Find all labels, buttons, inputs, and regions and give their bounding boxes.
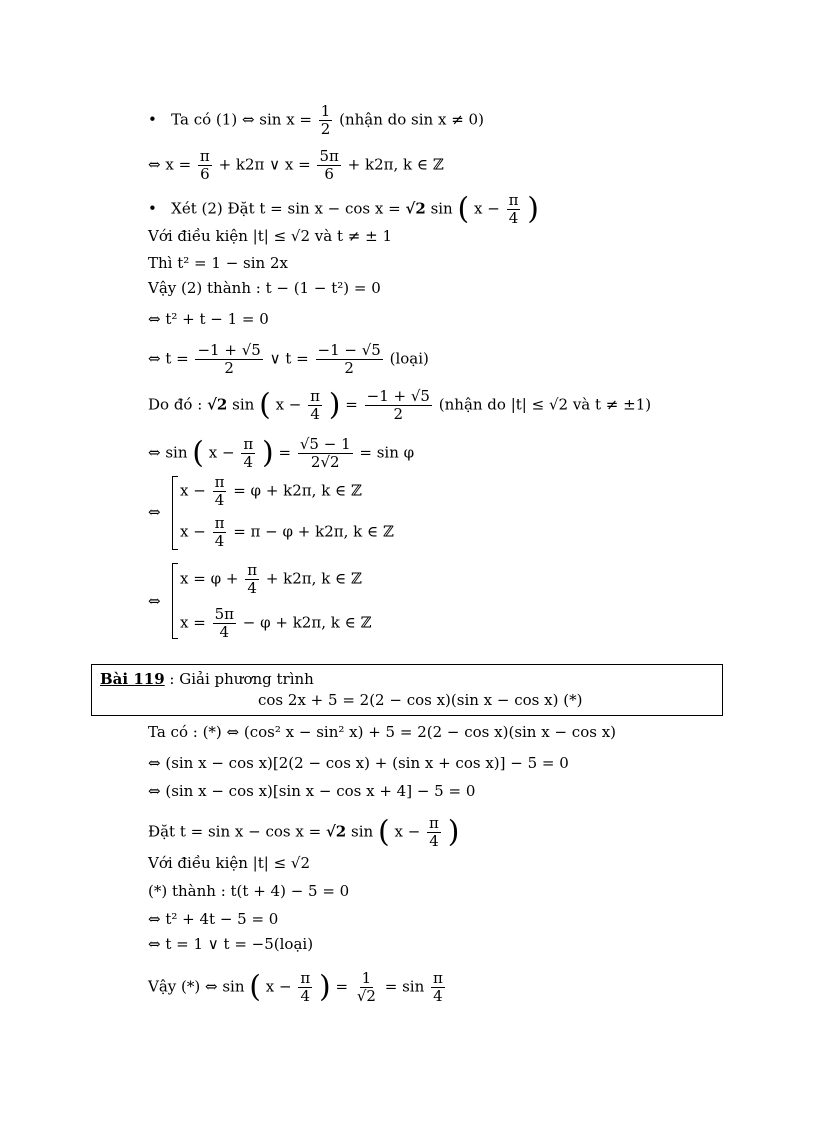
system-row xyxy=(180,606,371,641)
fraction xyxy=(198,148,212,183)
text: = sin φ xyxy=(359,443,415,462)
numerator: π xyxy=(310,387,321,405)
line-do-do: Do đó : √2 sin ( x − $\frac{\pi}{4}$ ) = $\frac{-1 + √5}{2}$ (nhận do |t| ≤ √2 và t ≠ ±1) xyxy=(148,387,652,423)
denominator: 2 xyxy=(344,359,354,377)
text: x − xyxy=(180,481,206,500)
text: x = φ + xyxy=(180,569,239,588)
system-row xyxy=(180,562,362,597)
numerator: 5π xyxy=(319,147,339,165)
line-factor-2: ⇔ (sin x − cos x)[sin x − cos x + 4] − 5 = 0 xyxy=(148,782,476,800)
line-dat-t: Đặt t = sin x − cos x = √2 sin ( x − $\frac{\pi}{4}$ ) xyxy=(148,814,460,850)
text: x − xyxy=(394,822,421,841)
text: ∨ t = xyxy=(269,349,309,368)
numerator: π xyxy=(247,561,258,579)
text: x = xyxy=(180,613,206,632)
line-thanh: (*) thành : t(t + 4) − 5 = 0 xyxy=(148,882,350,900)
text: x − xyxy=(208,443,235,462)
system-row xyxy=(180,474,362,509)
line-factor: ⇔ (sin x − cos x)[2(2 − cos x) + (sin x + cos x)] − 5 = 0 xyxy=(148,754,569,772)
text: − φ + k2π, k ∈ ℤ xyxy=(242,613,372,632)
line-vay: Vậy (*) ⇔ sin ( x − $\frac{\pi}{4}$ ) = $\frac{1}{√2}$ = sin $\frac{\pi}{4}$ xyxy=(148,969,443,1005)
text: ⇔ t = xyxy=(148,349,189,368)
numerator: π xyxy=(508,191,519,209)
fraction xyxy=(213,515,227,550)
numerator: π xyxy=(300,969,311,987)
numerator: π xyxy=(214,514,225,532)
fraction xyxy=(319,103,333,138)
fraction xyxy=(427,815,441,850)
text: sin xyxy=(351,822,374,841)
numerator: π xyxy=(214,473,225,491)
fraction xyxy=(213,474,227,509)
system-row xyxy=(180,515,394,550)
line-solution-x xyxy=(148,148,444,183)
text: = φ + k2π, k ∈ ℤ xyxy=(233,481,362,500)
line-ta-co: Ta có : (*) ⇔ (cos² x − sin² x) + 5 = 2(2 − cos x)(sin x − cos x) xyxy=(148,723,617,741)
denominator: 4 xyxy=(300,987,311,1005)
numerator: −1 + √5 xyxy=(197,341,261,359)
text: x − xyxy=(474,199,500,218)
denominator: 2 xyxy=(393,405,404,423)
fraction xyxy=(241,436,255,471)
fraction xyxy=(245,562,259,597)
denominator: 2 xyxy=(320,120,331,138)
denominator: √2 xyxy=(356,987,376,1005)
numerator: 5π xyxy=(214,605,234,623)
text: sin xyxy=(430,199,453,218)
numerator: π xyxy=(433,969,443,987)
line-thi: Thì t² = 1 − sin 2x xyxy=(148,254,288,272)
text: sin xyxy=(232,395,255,414)
line-ta-co-1 xyxy=(148,103,484,138)
denominator: 4 xyxy=(219,623,230,641)
numerator: π xyxy=(243,435,254,453)
fraction xyxy=(316,342,383,377)
line-roots xyxy=(148,342,429,377)
text: + k2π, k ∈ ℤ xyxy=(265,569,362,588)
fraction xyxy=(213,606,236,641)
fraction xyxy=(507,192,521,227)
text: = xyxy=(335,977,349,996)
line-vay-2: Vậy (2) thành : t − (1 − t²) = 0 xyxy=(148,279,381,297)
fraction xyxy=(431,970,445,1005)
line-dieu-kien-2: Với điều kiện |t| ≤ √2 xyxy=(148,854,311,872)
denominator: 4 xyxy=(429,832,439,850)
text: (loại) xyxy=(389,349,429,368)
sqrt: √2 xyxy=(325,822,347,841)
problem-number: Bài 119 xyxy=(100,670,165,688)
problem-box xyxy=(91,664,723,716)
line-dieu-kien: Với điều kiện |t| ≤ √2 và t ≠ ± 1 xyxy=(148,227,392,245)
denominator: 4 xyxy=(310,405,320,423)
denominator: 4 xyxy=(243,453,254,471)
system-bracket xyxy=(172,563,177,639)
text: x − xyxy=(265,977,292,996)
text: = xyxy=(345,395,358,414)
text: + k2π, k ∈ ℤ xyxy=(347,155,444,174)
numerator: 1 xyxy=(361,969,372,987)
problem-title xyxy=(100,669,314,689)
fraction xyxy=(298,970,312,1005)
denominator: 4 xyxy=(508,209,519,227)
fraction xyxy=(365,388,432,423)
fraction xyxy=(317,148,340,183)
text: Ta có (1) ⇔ sin x = xyxy=(171,110,312,129)
text: = π − φ + k2π, k ∈ ℤ xyxy=(233,522,394,541)
denominator: 6 xyxy=(324,165,334,183)
text: = xyxy=(278,443,292,462)
text: Đặt t = sin x − cos x = xyxy=(148,822,322,841)
bullet: • xyxy=(148,110,157,129)
denominator: 6 xyxy=(200,165,210,183)
denominator: 2√2 xyxy=(310,453,340,471)
fraction xyxy=(195,342,262,377)
text: (nhận do sin x ≠ 0) xyxy=(339,110,484,129)
fraction xyxy=(308,388,322,423)
text: x − xyxy=(180,522,206,541)
problem-instruction: : Giải phương trình xyxy=(164,670,314,688)
text: x − xyxy=(275,395,302,414)
numerator: −1 + √5 xyxy=(366,387,430,405)
text: Xét (2) Đặt t = sin x − cos x = xyxy=(171,199,401,218)
numerator: √5 − 1 xyxy=(299,435,351,453)
numerator: −1 − √5 xyxy=(317,341,381,359)
denominator: 2 xyxy=(224,359,234,377)
sqrt: √2 xyxy=(405,199,426,218)
line-roots-2: ⇔ t = 1 ∨ t = −5(loại) xyxy=(148,935,314,953)
text: Do đó : xyxy=(148,395,203,414)
numerator: 1 xyxy=(320,102,331,120)
text: = sin xyxy=(384,977,425,996)
system-arrow: ⇔ xyxy=(148,503,161,521)
line-xet-2: • Xét (2) Đặt t = sin x − cos x = √2 sin ( x − $\frac{\pi}{4}$ ) xyxy=(148,191,539,227)
denominator: 4 xyxy=(433,987,443,1005)
bullet: • xyxy=(148,199,157,218)
system-bracket xyxy=(172,476,177,550)
line-sin-phi: ⇔ sin ( x − $\frac{\pi}{4}$ ) = $\frac{√5 - 1}{2√2}$ = sin φ xyxy=(148,435,415,471)
fraction xyxy=(355,970,378,1005)
denominator: 4 xyxy=(214,491,225,509)
numerator: π xyxy=(429,814,439,832)
sqrt: √2 xyxy=(207,395,228,414)
text: ⇔ x = xyxy=(148,155,192,174)
line-quadratic-2: ⇔ t² + 4t − 5 = 0 xyxy=(148,910,279,928)
text: + k2π ∨ x = xyxy=(218,155,311,174)
text: (nhận do |t| ≤ √2 và t ≠ ±1) xyxy=(438,395,652,414)
line-quadratic: ⇔ t² + t − 1 = 0 xyxy=(148,310,269,328)
problem-equation: cos 2x + 5 = 2(2 − cos x)(sin x − cos x) (*) xyxy=(258,691,583,709)
fraction xyxy=(298,436,353,471)
system-arrow: ⇔ xyxy=(148,592,161,610)
denominator: 4 xyxy=(214,532,225,550)
numerator: π xyxy=(199,147,210,165)
text: Vậy (*) ⇔ sin xyxy=(148,977,245,996)
text: ⇔ sin xyxy=(148,443,188,462)
denominator: 4 xyxy=(247,579,257,597)
